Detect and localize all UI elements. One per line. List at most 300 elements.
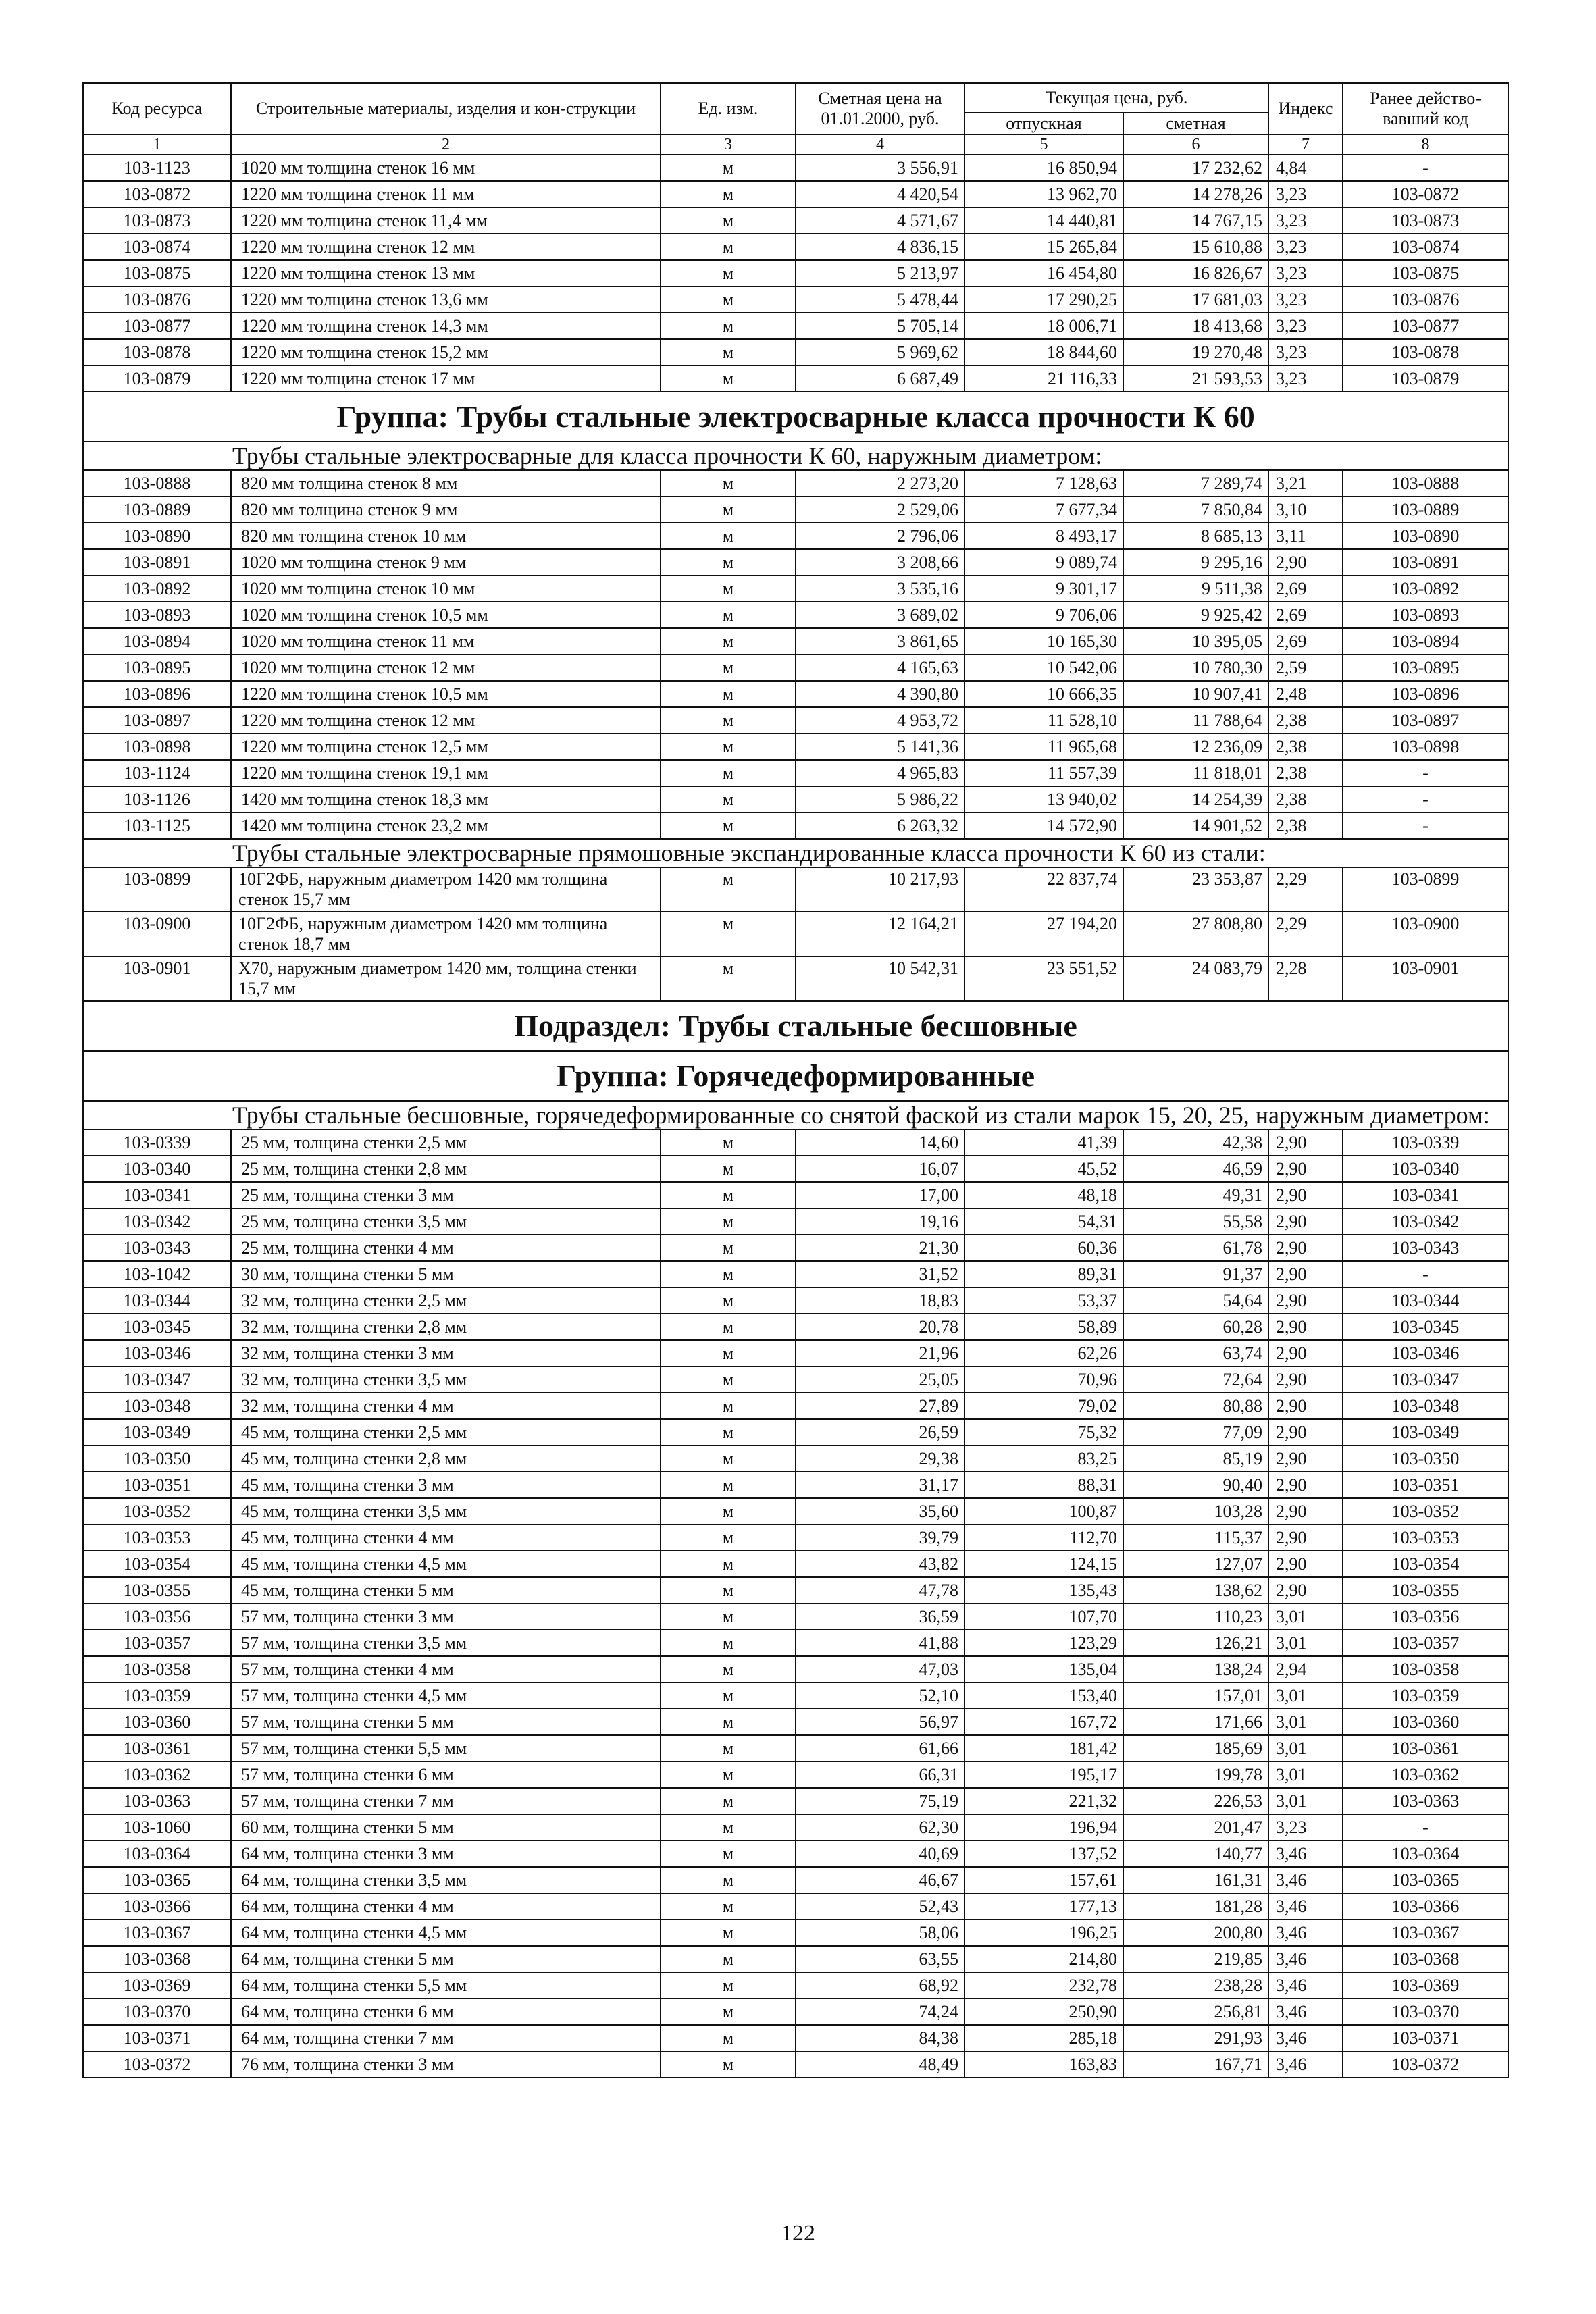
- base-price: 36,59: [796, 1603, 964, 1630]
- selling-price: 16 454,80: [964, 260, 1123, 286]
- selling-price: 48,18: [964, 1182, 1123, 1208]
- previous-code: 103-0875: [1343, 260, 1508, 286]
- unit: м: [661, 813, 796, 839]
- previous-code: 103-0360: [1343, 1709, 1508, 1735]
- caption-row: [83, 839, 1508, 867]
- table-row: [83, 260, 1508, 286]
- price-index: 2,69: [1268, 602, 1343, 628]
- selling-price: 10 165,30: [964, 628, 1123, 654]
- base-price: 47,78: [796, 1577, 964, 1603]
- base-price: 6 687,49: [796, 365, 964, 392]
- resource-code: 103-0900: [83, 912, 231, 956]
- base-price: 21,96: [796, 1340, 964, 1366]
- table-row: [83, 1551, 1508, 1577]
- previous-code: 103-0892: [1343, 575, 1508, 602]
- material-name: 57 мм, толщина стенки 3,5 мм: [231, 1630, 661, 1656]
- unit: м: [661, 1841, 796, 1867]
- resource-code: 103-0367: [83, 1920, 231, 1946]
- resource-code: 103-0891: [83, 549, 231, 575]
- col-number: 8: [1343, 134, 1508, 155]
- material-name: 1020 мм толщина стенок 16 мм: [231, 155, 661, 181]
- estimate-price: 91,37: [1123, 1261, 1268, 1287]
- material-name: 57 мм, толщина стенки 3 мм: [231, 1603, 661, 1630]
- base-price: 4 965,83: [796, 760, 964, 786]
- estimate-price: 18 413,68: [1123, 313, 1268, 339]
- resource-code: 103-0359: [83, 1682, 231, 1709]
- selling-price: 16 850,94: [964, 155, 1123, 181]
- material-name: 57 мм, толщина стенки 6 мм: [231, 1762, 661, 1788]
- previous-code: 103-0351: [1343, 1472, 1508, 1498]
- material-name: 1020 мм толщина стенок 9 мм: [231, 549, 661, 575]
- material-name: 1220 мм толщина стенок 17 мм: [231, 365, 661, 392]
- price-table: [82, 82, 1509, 2078]
- selling-price: 10 666,35: [964, 681, 1123, 707]
- resource-code: 103-0349: [83, 1419, 231, 1445]
- estimate-price: 181,28: [1123, 1893, 1268, 1920]
- material-name: 1220 мм толщина стенок 11,4 мм: [231, 207, 661, 234]
- col-number: 4: [796, 134, 964, 155]
- estimate-price: 161,31: [1123, 1867, 1268, 1893]
- selling-price: 62,26: [964, 1340, 1123, 1366]
- unit: м: [661, 1972, 796, 1999]
- caption-row: [83, 1101, 1508, 1129]
- base-price: 3 535,16: [796, 575, 964, 602]
- resource-code: 103-0892: [83, 575, 231, 602]
- base-price: 74,24: [796, 1999, 964, 2025]
- estimate-price: 238,28: [1123, 1972, 1268, 1999]
- table-row: [83, 1946, 1508, 1972]
- previous-code: 103-0372: [1343, 2051, 1508, 2078]
- expanded-caption-body: [83, 839, 1508, 867]
- previous-code: 103-0363: [1343, 1788, 1508, 1814]
- price-index: 2,38: [1268, 707, 1343, 734]
- selling-price: 60,36: [964, 1235, 1123, 1261]
- seamless-section: [83, 1001, 1508, 1129]
- table-row: [83, 1235, 1508, 1261]
- header-code: Код ресурса: [83, 83, 231, 134]
- previous-code: 103-0354: [1343, 1551, 1508, 1577]
- unit: м: [661, 339, 796, 365]
- material-name: 1420 мм толщина стенок 18,3 мм: [231, 786, 661, 813]
- price-index: 2,69: [1268, 628, 1343, 654]
- hot-caption: Трубы стальные бесшовные, горячедеформированные со снятой фаской из стали марок 15, 20, 25, наружным диаметром:: [83, 1101, 1508, 1129]
- unit: м: [661, 1156, 796, 1182]
- previous-code: 103-0365: [1343, 1867, 1508, 1893]
- header-row: [83, 83, 1508, 113]
- price-index: 2,90: [1268, 1261, 1343, 1287]
- k60-body: [83, 470, 1508, 839]
- estimate-price: 10 395,05: [1123, 628, 1268, 654]
- unit: м: [661, 207, 796, 234]
- estimate-price: 201,47: [1123, 1814, 1268, 1841]
- table-row: [83, 1735, 1508, 1762]
- price-index: 2,90: [1268, 1340, 1343, 1366]
- table-row: [83, 2051, 1508, 2078]
- estimate-price: 14 278,26: [1123, 181, 1268, 207]
- table-row: [83, 1841, 1508, 1867]
- previous-code: 103-0879: [1343, 365, 1508, 392]
- price-index: 3,11: [1268, 523, 1343, 549]
- previous-code: 103-0899: [1343, 867, 1508, 912]
- price-index: 3,23: [1268, 260, 1343, 286]
- material-name: 32 мм, толщина стенки 3 мм: [231, 1340, 661, 1366]
- header-name: Строительные материалы, изделия и кон-струкции: [231, 83, 661, 134]
- unit: м: [661, 549, 796, 575]
- table-row: [83, 1630, 1508, 1656]
- material-name: 1220 мм толщина стенок 15,2 мм: [231, 339, 661, 365]
- resource-code: 103-1123: [83, 155, 231, 181]
- previous-code: -: [1343, 813, 1508, 839]
- estimate-price: 55,58: [1123, 1208, 1268, 1235]
- price-index: 3,01: [1268, 1788, 1343, 1814]
- base-price: 17,00: [796, 1182, 964, 1208]
- base-price: 75,19: [796, 1788, 964, 1814]
- selling-price: 22 837,74: [964, 867, 1123, 912]
- base-price: 14,60: [796, 1129, 964, 1156]
- unit: м: [661, 155, 796, 181]
- selling-price: 41,39: [964, 1129, 1123, 1156]
- resource-code: 103-0341: [83, 1182, 231, 1208]
- previous-code: 103-0344: [1343, 1287, 1508, 1314]
- selling-price: 11 965,68: [964, 734, 1123, 760]
- previous-code: 103-0895: [1343, 654, 1508, 681]
- previous-code: 103-0353: [1343, 1524, 1508, 1551]
- table-row: [83, 1999, 1508, 2025]
- base-price: 2 796,06: [796, 523, 964, 549]
- material-name: 1220 мм толщина стенок 10,5 мм: [231, 681, 661, 707]
- base-price: 18,83: [796, 1287, 964, 1314]
- estimate-price: 16 826,67: [1123, 260, 1268, 286]
- selling-price: 9 301,17: [964, 575, 1123, 602]
- table-row: [83, 654, 1508, 681]
- unit: м: [661, 1814, 796, 1841]
- price-index: 3,01: [1268, 1682, 1343, 1709]
- unit: м: [661, 496, 796, 523]
- resource-code: 103-1126: [83, 786, 231, 813]
- previous-code: -: [1343, 1261, 1508, 1287]
- resource-code: 103-0339: [83, 1129, 231, 1156]
- selling-price: 100,87: [964, 1498, 1123, 1524]
- unit: м: [661, 2025, 796, 2051]
- previous-code: -: [1343, 1814, 1508, 1841]
- base-price: 5 705,14: [796, 313, 964, 339]
- subsection-title: Подраздел: Трубы стальные бесшовные: [83, 1001, 1508, 1051]
- estimate-price: 10 780,30: [1123, 654, 1268, 681]
- selling-price: 250,90: [964, 1999, 1123, 2025]
- resource-code: 103-1060: [83, 1814, 231, 1841]
- previous-code: 103-0368: [1343, 1946, 1508, 1972]
- estimate-price: 11 818,01: [1123, 760, 1268, 786]
- estimate-price: 10 907,41: [1123, 681, 1268, 707]
- base-price: 62,30: [796, 1814, 964, 1841]
- resource-code: 103-0872: [83, 181, 231, 207]
- base-price: 6 263,32: [796, 813, 964, 839]
- selling-price: 221,32: [964, 1788, 1123, 1814]
- col-number: 2: [231, 134, 661, 155]
- resource-code: 103-0889: [83, 496, 231, 523]
- previous-code: 103-0364: [1343, 1841, 1508, 1867]
- table-row: [83, 867, 1508, 912]
- unit: м: [661, 681, 796, 707]
- unit: м: [661, 1129, 796, 1156]
- material-name: 25 мм, толщина стенки 2,8 мм: [231, 1156, 661, 1182]
- previous-code: 103-0878: [1343, 339, 1508, 365]
- previous-code: 103-0873: [1343, 207, 1508, 234]
- price-index: 3,46: [1268, 2025, 1343, 2051]
- base-price: 12 164,21: [796, 912, 964, 956]
- price-index: 2,48: [1268, 681, 1343, 707]
- unit: м: [661, 786, 796, 813]
- previous-code: 103-0362: [1343, 1762, 1508, 1788]
- table-row: [83, 1972, 1508, 1999]
- table-row: [83, 549, 1508, 575]
- price-index: 3,01: [1268, 1762, 1343, 1788]
- selling-price: 9 706,06: [964, 602, 1123, 628]
- unit: м: [661, 1419, 796, 1445]
- material-name: 820 мм толщина стенок 10 мм: [231, 523, 661, 549]
- material-name: 1420 мм толщина стенок 23,2 мм: [231, 813, 661, 839]
- material-name: 820 мм толщина стенок 8 мм: [231, 470, 661, 496]
- price-index: 2,90: [1268, 1577, 1343, 1603]
- unit: м: [661, 1235, 796, 1261]
- estimate-price: 256,81: [1123, 1999, 1268, 2025]
- unit: м: [661, 470, 796, 496]
- unit: м: [661, 1287, 796, 1314]
- selling-price: 195,17: [964, 1762, 1123, 1788]
- material-name: 45 мм, толщина стенки 3,5 мм: [231, 1498, 661, 1524]
- material-name: 64 мм, толщина стенки 4,5 мм: [231, 1920, 661, 1946]
- selling-price: 11 528,10: [964, 707, 1123, 734]
- unit: м: [661, 1393, 796, 1419]
- price-index: 3,23: [1268, 234, 1343, 260]
- estimate-price: 127,07: [1123, 1551, 1268, 1577]
- price-index: 4,84: [1268, 155, 1343, 181]
- material-name: 1220 мм толщина стенок 14,3 мм: [231, 313, 661, 339]
- table-row: [83, 523, 1508, 549]
- price-index: 3,23: [1268, 181, 1343, 207]
- previous-code: 103-0898: [1343, 734, 1508, 760]
- table-row: [83, 575, 1508, 602]
- price-index: 2,90: [1268, 1419, 1343, 1445]
- material-name: 45 мм, толщина стенки 4,5 мм: [231, 1551, 661, 1577]
- resource-code: 103-0345: [83, 1314, 231, 1340]
- selling-price: 153,40: [964, 1682, 1123, 1709]
- estimate-price: 9 511,38: [1123, 575, 1268, 602]
- selling-price: 79,02: [964, 1393, 1123, 1419]
- table-row: [83, 496, 1508, 523]
- price-index: 2,90: [1268, 1551, 1343, 1577]
- estimate-price: 90,40: [1123, 1472, 1268, 1498]
- price-index: 3,10: [1268, 496, 1343, 523]
- table-row: [83, 1208, 1508, 1235]
- resource-code: 103-0355: [83, 1577, 231, 1603]
- table-row: [83, 1709, 1508, 1735]
- material-name: 1220 мм толщина стенок 19,1 мм: [231, 760, 661, 786]
- price-index: 2,29: [1268, 912, 1343, 956]
- table-row: [83, 1366, 1508, 1393]
- table-row: [83, 912, 1508, 956]
- unit: м: [661, 654, 796, 681]
- selling-price: 58,89: [964, 1314, 1123, 1340]
- table-row: [83, 1762, 1508, 1788]
- material-name: 45 мм, толщина стенки 2,8 мм: [231, 1445, 661, 1472]
- selling-price: 8 493,17: [964, 523, 1123, 549]
- estimate-price: 126,21: [1123, 1630, 1268, 1656]
- unit: м: [661, 628, 796, 654]
- unit: м: [661, 1682, 796, 1709]
- estimate-price: 9 295,16: [1123, 549, 1268, 575]
- selling-price: 7 128,63: [964, 470, 1123, 496]
- previous-code: 103-0900: [1343, 912, 1508, 956]
- estimate-price: 24 083,79: [1123, 956, 1268, 1001]
- table-row: [83, 1445, 1508, 1472]
- estimate-price: 11 788,64: [1123, 707, 1268, 734]
- previous-code: 103-0367: [1343, 1920, 1508, 1946]
- estimate-price: 77,09: [1123, 1419, 1268, 1445]
- resource-code: 103-0894: [83, 628, 231, 654]
- estimate-price: 219,85: [1123, 1946, 1268, 1972]
- estimate-price: 61,78: [1123, 1235, 1268, 1261]
- estimate-price: 21 593,53: [1123, 365, 1268, 392]
- selling-price: 83,25: [964, 1445, 1123, 1472]
- resource-code: 103-0348: [83, 1393, 231, 1419]
- selling-price: 214,80: [964, 1946, 1123, 1972]
- unit: м: [661, 1920, 796, 1946]
- base-price: 66,31: [796, 1762, 964, 1788]
- table-row: [83, 181, 1508, 207]
- selling-price: 167,72: [964, 1709, 1123, 1735]
- table-row: [83, 1682, 1508, 1709]
- previous-code: 103-0361: [1343, 1735, 1508, 1762]
- estimate-price: 49,31: [1123, 1182, 1268, 1208]
- base-price: 25,05: [796, 1366, 964, 1393]
- table-row: [83, 1419, 1508, 1445]
- price-index: 3,23: [1268, 207, 1343, 234]
- estimate-price: 171,66: [1123, 1709, 1268, 1735]
- table-row: [83, 760, 1508, 786]
- selling-price: 53,37: [964, 1287, 1123, 1314]
- base-price: 19,16: [796, 1208, 964, 1235]
- base-price: 2 273,20: [796, 470, 964, 496]
- price-index: 2,90: [1268, 1366, 1343, 1393]
- price-index: 3,23: [1268, 1814, 1343, 1841]
- price-index: 3,46: [1268, 2051, 1343, 2078]
- base-price: 10 542,31: [796, 956, 964, 1001]
- material-name: 64 мм, толщина стенки 5 мм: [231, 1946, 661, 1972]
- table-row: [83, 1498, 1508, 1524]
- col-number: 3: [661, 134, 796, 155]
- table-row: [83, 1814, 1508, 1841]
- estimate-price: 14 254,39: [1123, 786, 1268, 813]
- price-index: 2,38: [1268, 734, 1343, 760]
- price-index: 2,90: [1268, 1393, 1343, 1419]
- material-name: 45 мм, толщина стенки 5 мм: [231, 1577, 661, 1603]
- table-row: [83, 1129, 1508, 1156]
- previous-code: 103-0345: [1343, 1314, 1508, 1340]
- selling-price: 14 572,90: [964, 813, 1123, 839]
- price-index: 2,90: [1268, 1524, 1343, 1551]
- material-name: 1220 мм толщина стенок 12 мм: [231, 234, 661, 260]
- resource-code: 103-0370: [83, 1999, 231, 2025]
- previous-code: 103-0901: [1343, 956, 1508, 1001]
- unit: м: [661, 1524, 796, 1551]
- section1-body: [83, 155, 1508, 392]
- table-row: [83, 207, 1508, 234]
- price-index: 2,90: [1268, 549, 1343, 575]
- unit: м: [661, 867, 796, 912]
- estimate-price: 54,64: [1123, 1287, 1268, 1314]
- resource-code: 103-0888: [83, 470, 231, 496]
- base-price: 27,89: [796, 1393, 964, 1419]
- col-number: 7: [1268, 134, 1343, 155]
- previous-code: -: [1343, 155, 1508, 181]
- selling-price: 285,18: [964, 2025, 1123, 2051]
- selling-price: 18 844,60: [964, 339, 1123, 365]
- material-name: 10Г2ФБ, наружным диаметром 1420 мм толщина стенок 18,7 мм: [231, 912, 661, 956]
- k60-group: [83, 392, 1508, 470]
- material-name: 30 мм, толщина стенки 5 мм: [231, 1261, 661, 1287]
- material-name: 45 мм, толщина стенки 4 мм: [231, 1524, 661, 1551]
- material-name: 1020 мм толщина стенок 10 мм: [231, 575, 661, 602]
- resource-code: 103-0363: [83, 1788, 231, 1814]
- base-price: 3 556,91: [796, 155, 964, 181]
- unit: м: [661, 1867, 796, 1893]
- base-price: 4 390,80: [796, 681, 964, 707]
- previous-code: 103-0347: [1343, 1366, 1508, 1393]
- selling-price: 21 116,33: [964, 365, 1123, 392]
- col-number: 5: [964, 134, 1123, 155]
- material-name: 64 мм, толщина стенки 7 мм: [231, 2025, 661, 2051]
- selling-price: 89,31: [964, 1261, 1123, 1287]
- resource-code: 103-0347: [83, 1366, 231, 1393]
- material-name: 57 мм, толщина стенки 4,5 мм: [231, 1682, 661, 1709]
- base-price: 84,38: [796, 2025, 964, 2051]
- price-index: 3,01: [1268, 1603, 1343, 1630]
- column-numbers-row: [83, 134, 1508, 155]
- price-index: 3,46: [1268, 1893, 1343, 1920]
- header-current-price: Текущая цена, руб.: [964, 83, 1268, 113]
- unit: м: [661, 1551, 796, 1577]
- selling-price: 135,04: [964, 1656, 1123, 1682]
- resource-code: 103-0876: [83, 286, 231, 313]
- price-index: 3,46: [1268, 1920, 1343, 1946]
- selling-price: 17 290,25: [964, 286, 1123, 313]
- estimate-price: 199,78: [1123, 1762, 1268, 1788]
- table-row: [83, 1393, 1508, 1419]
- base-price: 56,97: [796, 1709, 964, 1735]
- price-index: 2,90: [1268, 1182, 1343, 1208]
- selling-price: 13 962,70: [964, 181, 1123, 207]
- unit: м: [661, 1340, 796, 1366]
- price-index: 2,38: [1268, 813, 1343, 839]
- hot-body: [83, 1129, 1508, 2078]
- price-index: 3,46: [1268, 1972, 1343, 1999]
- previous-code: -: [1343, 760, 1508, 786]
- table-row: [83, 734, 1508, 760]
- unit: м: [661, 1445, 796, 1472]
- resource-code: 103-0342: [83, 1208, 231, 1235]
- base-price: 4 836,15: [796, 234, 964, 260]
- previous-code: 103-0876: [1343, 286, 1508, 313]
- material-name: 32 мм, толщина стенки 3,5 мм: [231, 1366, 661, 1393]
- table-row: [83, 602, 1508, 628]
- resource-code: 103-0344: [83, 1287, 231, 1314]
- base-price: 3 861,65: [796, 628, 964, 654]
- selling-price: 157,61: [964, 1867, 1123, 1893]
- material-name: 25 мм, толщина стенки 3 мм: [231, 1182, 661, 1208]
- price-index: 2,90: [1268, 1287, 1343, 1314]
- base-price: 48,49: [796, 2051, 964, 2078]
